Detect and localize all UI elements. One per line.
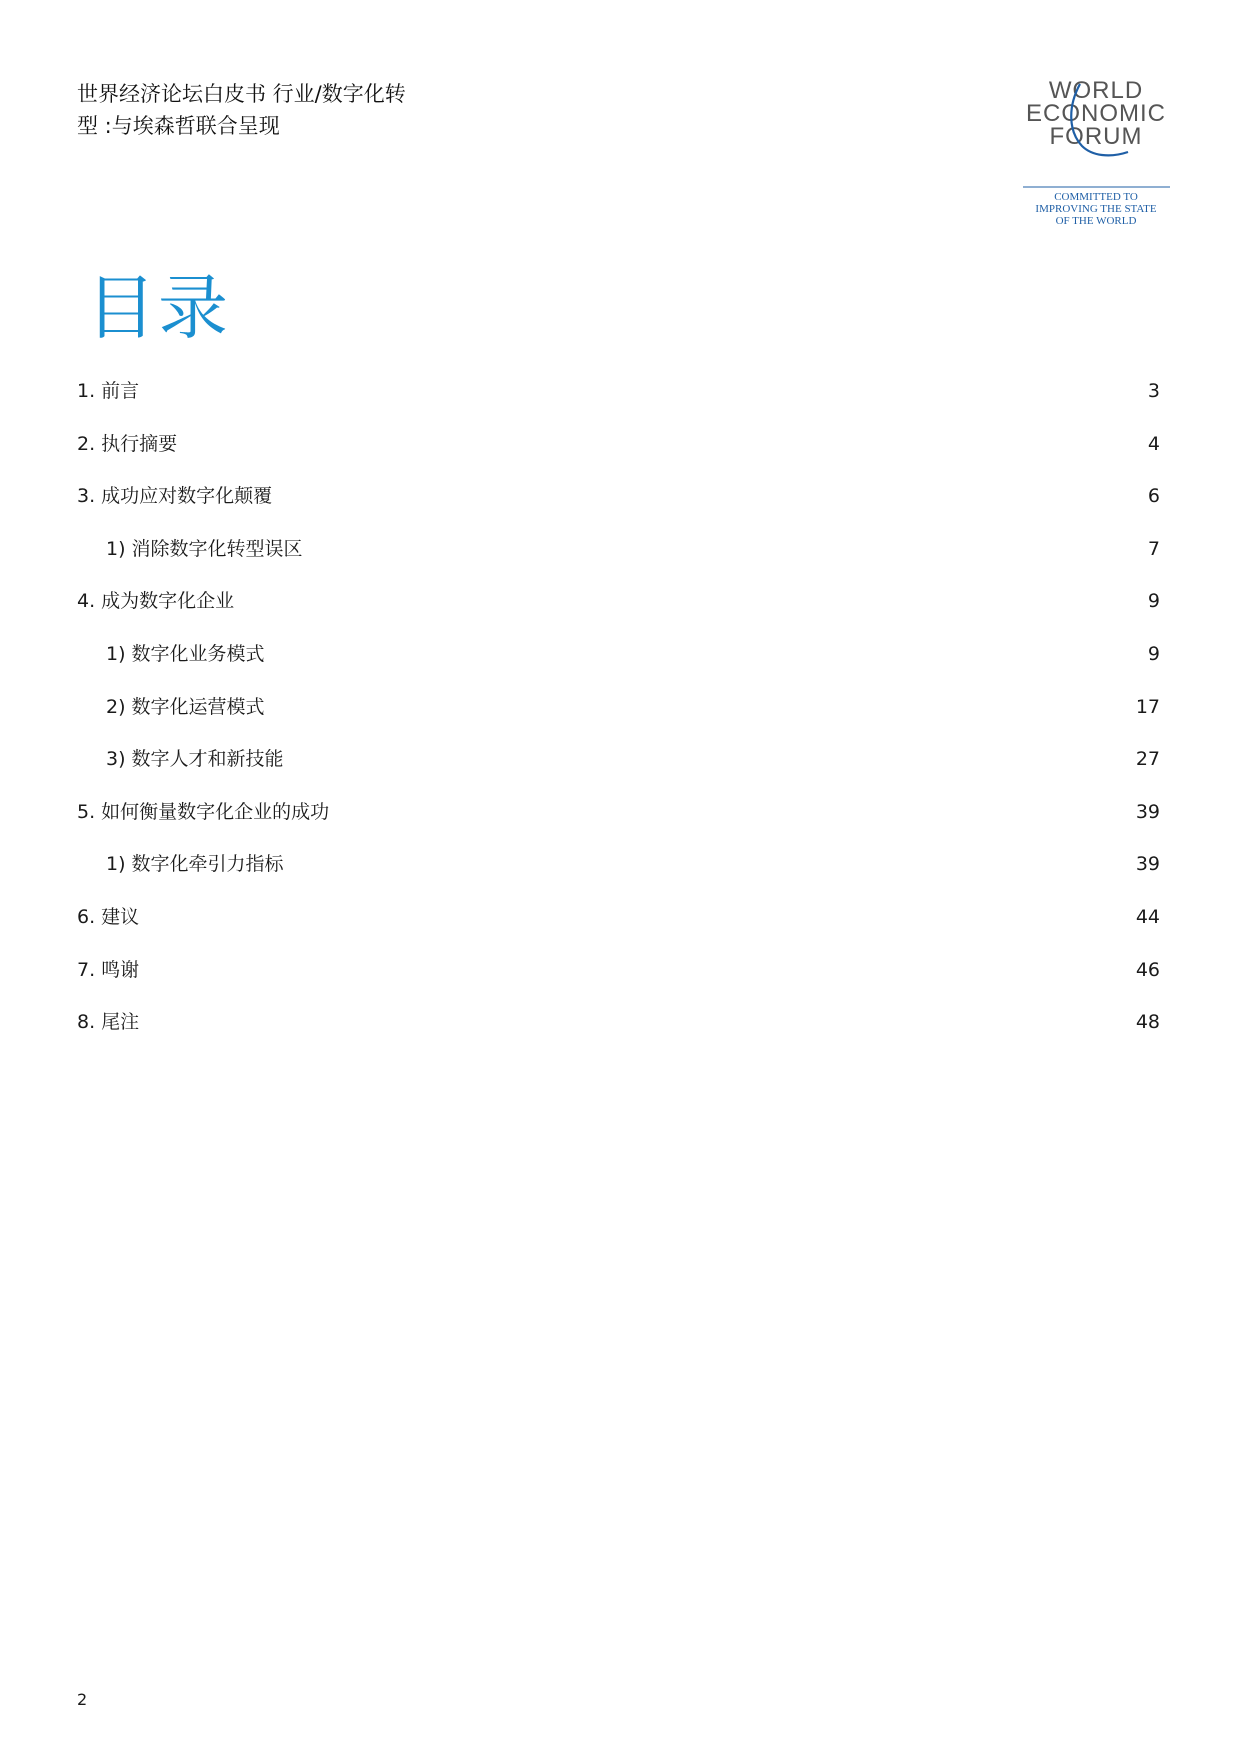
toc-entry-label: 3. 成功应对数字化颠覆	[77, 485, 273, 508]
logo-tagline-3: OF THE WORLD	[1055, 215, 1137, 227]
toc-entry-acknowledgements[interactable]	[77, 952, 1160, 1005]
toc-entry-page: 39	[1135, 853, 1160, 876]
header-title-line-1: 世界经济论坛白皮书 行业/数字化转	[77, 82, 406, 106]
page-number: 2	[77, 1690, 88, 1709]
world-economic-forum-logo	[1010, 76, 1180, 236]
toc-entry-label: 7. 鸣谢	[77, 958, 140, 981]
toc-entry-label: 4. 成为数字化企业	[77, 590, 235, 613]
toc-entry-page: 39	[1135, 800, 1160, 823]
table-of-contents-heading: 目录	[86, 267, 230, 349]
toc-entry-endnotes[interactable]	[77, 1004, 1160, 1057]
toc-entry-label: 8. 尾注	[77, 1011, 140, 1034]
toc-entry-page: 3	[1147, 380, 1160, 402]
logo-word-line-1: WORLD	[1048, 77, 1144, 104]
toc-entry-label: 1) 消除数字化转型误区	[106, 537, 303, 560]
toc-entry-page: 48	[1135, 1011, 1160, 1034]
toc-entry-page: 9	[1147, 590, 1160, 613]
toc-subentry-business-models[interactable]	[77, 636, 1160, 689]
toc-entry-digital-disruption[interactable]	[77, 478, 1160, 531]
toc-entry-preface[interactable]	[77, 373, 1160, 426]
toc-entry-label: 2. 执行摘要	[77, 432, 178, 455]
logo-word-line-2: ECONOMIC	[1026, 100, 1166, 127]
toc-entry-executive-summary[interactable]	[77, 426, 1160, 479]
toc-subentry-operating-models[interactable]	[77, 689, 1160, 742]
toc-entry-measure-success[interactable]	[77, 794, 1160, 847]
toc-entry-digital-enterprise[interactable]	[77, 583, 1160, 636]
toc-subentry-myths[interactable]	[77, 531, 1160, 584]
toc-subentry-talent-skills[interactable]	[77, 741, 1160, 794]
document-header-title	[77, 78, 497, 142]
toc-entry-page: 6	[1147, 485, 1160, 508]
logo-tagline-2: IMPROVING THE STATE	[1035, 203, 1157, 215]
toc-entry-label: 6. 建议	[77, 905, 140, 928]
toc-subentry-traction-metrics[interactable]	[77, 846, 1160, 899]
toc-entry-label: 3) 数字人才和新技能	[106, 748, 284, 771]
toc-entry-label: 1) 数字化业务模式	[106, 642, 265, 665]
toc-entry-page: 46	[1135, 958, 1160, 981]
toc-entry-recommendations[interactable]	[77, 899, 1160, 952]
logo-tagline-1: COMMITTED TO	[1054, 191, 1138, 203]
toc-entry-page: 7	[1147, 537, 1160, 560]
toc-entry-page: 9	[1147, 642, 1160, 665]
toc-entry-label: 2) 数字化运营模式	[106, 695, 265, 718]
toc-entry-page: 17	[1135, 695, 1160, 718]
table-of-contents-list	[77, 373, 1160, 1057]
toc-entry-label: 1) 数字化牵引力指标	[106, 853, 284, 876]
header-title-line-2: 型 :与埃森哲联合呈现	[77, 114, 280, 138]
toc-entry-page: 44	[1135, 905, 1160, 928]
toc-entry-label: 1. 前言	[77, 380, 140, 402]
toc-entry-page: 4	[1147, 432, 1160, 455]
toc-entry-label: 5. 如何衡量数字化企业的成功	[77, 800, 330, 823]
toc-entry-page: 27	[1135, 748, 1160, 771]
logo-word-line-3: FORUM	[1049, 123, 1143, 150]
